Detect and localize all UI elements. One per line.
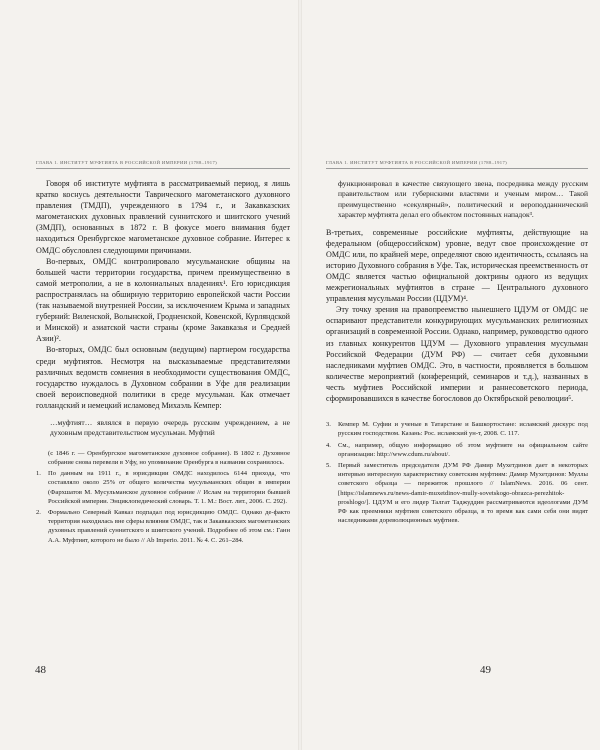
paragraph: Говоря об институте муфтията в рассматриваемый период, я лишь кратко коснусь деятельности Таврического магометанского духовного правления (ТМДП), учрежденного в 1794 г., и Закавказских магометанских духовных правлений суннитского и шиитского учений (ЗМДП), основанных в 1872 г. В фокусе моего внимания будет находиться Оренбургское магометанское духовное собрание. Интерес к ОМДС обусловлен следующими причинами. (36, 179, 290, 255)
footnote-text: Первый заместитель председателя ДУМ РФ Дамир Мухетдинов дает в некоторых интервью интересную характеристику советским муфтиям: Дамир Мухетдинов: Муллы советского образца — пережиток прошлого // IslamNews. 2016. 06 сент. [https://islamnews.ru/news-damir-muxetdinov-mully-sovetskogo-obrazca-perezhitok-proshlogo/]. ЦДУМ и его лидер Талгат Таджуддин рассматриваются идеологами ДУМ РФ как преемники муфтиев советского образца, в то время как сами себя они видят наследниками дореволюционных муфтиев. (338, 461, 588, 525)
header-rule (36, 168, 290, 169)
footnote (326, 461, 588, 525)
text-column (36, 178, 290, 547)
paragraph: В-третьих, современные российские муфтияты, действующие на федеральном (общероссийском) уровне, ведут свое происхождение от ОМДС или, по крайней мере, определяют свою идентичность, ссылаясь на историю Духовного собрания в Уфе. Так, историческая преемственность от ОМДС является частью официальной доктрины одного из ведущих межрегиональных муфтиятов в стране — Центрального духовного управления мусульман России (ЦДУМ)⁴. (326, 227, 588, 304)
footnote (36, 508, 290, 545)
paragraph: Эту точку зрения на правопреемство нынешнего ЦДУМ от ОМДС не оспаривают представители конкурирующих мусульманских религиозных организаций в современной России. Однако, например, руководство одного из главных конкурентов ЦДУМ — Духовного управления мусульман Российской Федерации (ДУМ РФ) — считает себя духовными наследниками муфтиев ОМДС. Это, в частности, проявляется в большом количестве мероприятий (конференций, семинаров и т.д.), названных в честь муфтиев Российской империи и раннесоветского периода, сформировавшихся в качестве богословов до Октябрьской революции⁵. (326, 305, 588, 404)
footnote-text: Формально Северный Кавказ подпадал под юрисдикцию ОМДС. Однако де-факто территория находилась вне сферы влияния ОМДС, так и Закавказских магометанских духовных правлений суннитского и шиитского учений. Подробнее об этом см.: Ганн А.А. Муфтият, которого не было // Ab Imperio. 2011. № 4. С. 261–284. (48, 509, 290, 544)
block-quote: функционировал в качестве связующего звена, посредника между русским правительством или губернскими властями и ученым миром… Такой преимущественно «секулярный», политический и вероподданнический характер муфтията делал его объектом постоянных нападок³. (338, 179, 588, 220)
text-column (326, 179, 588, 527)
paragraph: Во-вторых, ОМДС был основным (ведущим) партнером государства среди муфтиятов. Несмотря на высказываемые представителями различных ведомств сомнения в необходимости существования ОМДС, государство нуждалось в Духовном собрании в Уфе для реализации своей вероисповедной политики в среде мусульман. Как отмечает голландский и немецкий исламовед Михаэль Кемпер: (36, 345, 290, 410)
footnote-number: 3. (326, 421, 331, 429)
footnote (36, 449, 290, 467)
running-head: ГЛАВА 1. ИНСТИТУТ МУФТИЯТА В РОССИЙСКОЙ ИМПЕРИИ (1788–1917) (326, 160, 508, 165)
gutter (298, 0, 302, 750)
footnote-text: По данным на 1911 г., в юрисдикции ОМДС находилось 6144 прихода, что составляло около 25% от общего количества мусульманских общин в империи (Фархшатов М. Мусульманское духовное собрание // Ислам на территории бывшей Российской империи. Энциклопедический словарь. Т. 1. М.: Вост. лит., 2006. С. 292). (48, 470, 290, 505)
footnote-number: 1. (36, 470, 41, 478)
footnote-text: (с 1846 г. — Оренбургское магометанское духовное собрание). В 1802 г. Духовное собрание снова перевели в Уфу, но упоминание Оренбурга в названии сохранилось. (48, 449, 290, 466)
footnote (326, 441, 588, 459)
footnotes (326, 420, 588, 525)
page-number: 48 (35, 664, 46, 676)
paragraph: Во-первых, ОМДС контролировало мусульманские общины на большей части территории государства, причем преимущественно в самой метрополии, а не в колониальных владениях¹. Его юрисдикция распространялась на обширную территорию европейской части России (так называемой внутренней России, за исключением Крыма и западных губерний: Виленской, Волынской, Гродненской, Ковенской, Курляндской и Минской) и азиатской части страны (кроме Закавказья и Средней Азии)². (36, 256, 290, 344)
footnote-number: 4. (326, 441, 331, 449)
footnote (36, 469, 290, 506)
footnotes (36, 449, 290, 545)
page-number: 49 (480, 664, 491, 676)
running-head: ГЛАВА 1. ИНСТИТУТ МУФТИЯТА В РОССИЙСКОЙ ИМПЕРИИ (1788–1917) (36, 160, 218, 165)
footnote-number: 5. (326, 461, 331, 469)
footnote-text: См., например, общую информацию об этом муфтияте на официальном сайте организации: http://www.cdum.ru/about/. (338, 441, 588, 458)
footnote (326, 420, 588, 438)
footnote-number: 2. (36, 509, 41, 516)
footnote-text: Кемпер М. Суфии и ученые в Татарстане и Башкортостане: исламский дискурс под русским господством. Казань: Рос. исламский ун-т, 2008. С. 117. (338, 421, 588, 438)
header-rule (326, 168, 588, 169)
block-quote: …муфтият… являлся в первую очередь русским учреждением, а не духовным представительством мусульман. Муфтий (50, 417, 290, 438)
